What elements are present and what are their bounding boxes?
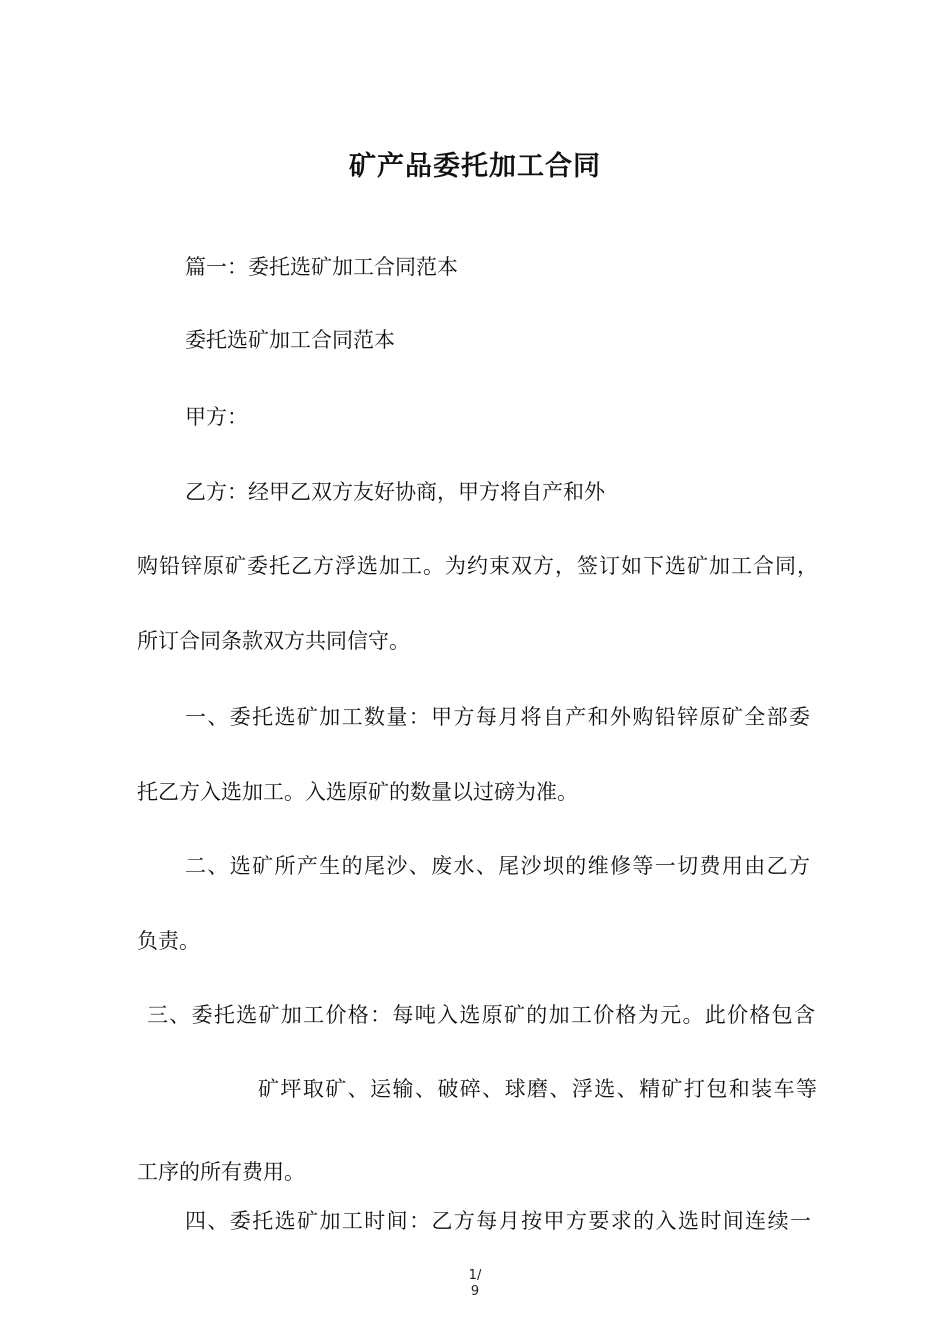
clause-3-line: 矿坪取矿、运输、破碎、球磨、浮选、精矿打包和装车等 xyxy=(258,1077,817,1101)
party-a-line: 甲方： xyxy=(185,405,248,429)
page-number-current: 1/ xyxy=(468,1268,482,1283)
clause-4-line: 四、委托选矿加工时间：乙方每月按甲方要求的入选时间连续一 xyxy=(185,1209,811,1233)
document-title: 矿产品委托加工合同 xyxy=(349,151,601,182)
clause-2-line: 负责。 xyxy=(137,929,200,953)
clause-1-line: 托乙方入选加工。入选原矿的数量以过磅为准。 xyxy=(137,780,578,804)
paragraph-line: 所订合同条款双方共同信守。 xyxy=(137,629,410,653)
clause-3-line: 三、委托选矿加工价格：每吨入选原矿的加工价格为元。此价格包含 xyxy=(147,1003,815,1027)
page-number-total: 9 xyxy=(470,1284,480,1299)
section-heading: 篇一：委托选矿加工合同范本 xyxy=(185,255,458,279)
party-b-line: 乙方：经甲乙双方友好协商，甲方将自产和外 xyxy=(185,480,605,504)
clause-2-line: 二、选矿所产生的尾沙、废水、尾沙坝的维修等一切费用由乙方 xyxy=(185,854,810,878)
clause-3-line: 工序的所有费用。 xyxy=(137,1160,305,1184)
subtitle: 委托选矿加工合同范本 xyxy=(185,328,395,352)
clause-1-line: 一、委托选矿加工数量：甲方每月将自产和外购铅锌原矿全部委 xyxy=(185,705,810,729)
page-number xyxy=(0,1268,950,1300)
paragraph-line: 购铅锌原矿委托乙方浮选加工。为约束双方，签订如下选矿加工合同， xyxy=(137,554,818,578)
